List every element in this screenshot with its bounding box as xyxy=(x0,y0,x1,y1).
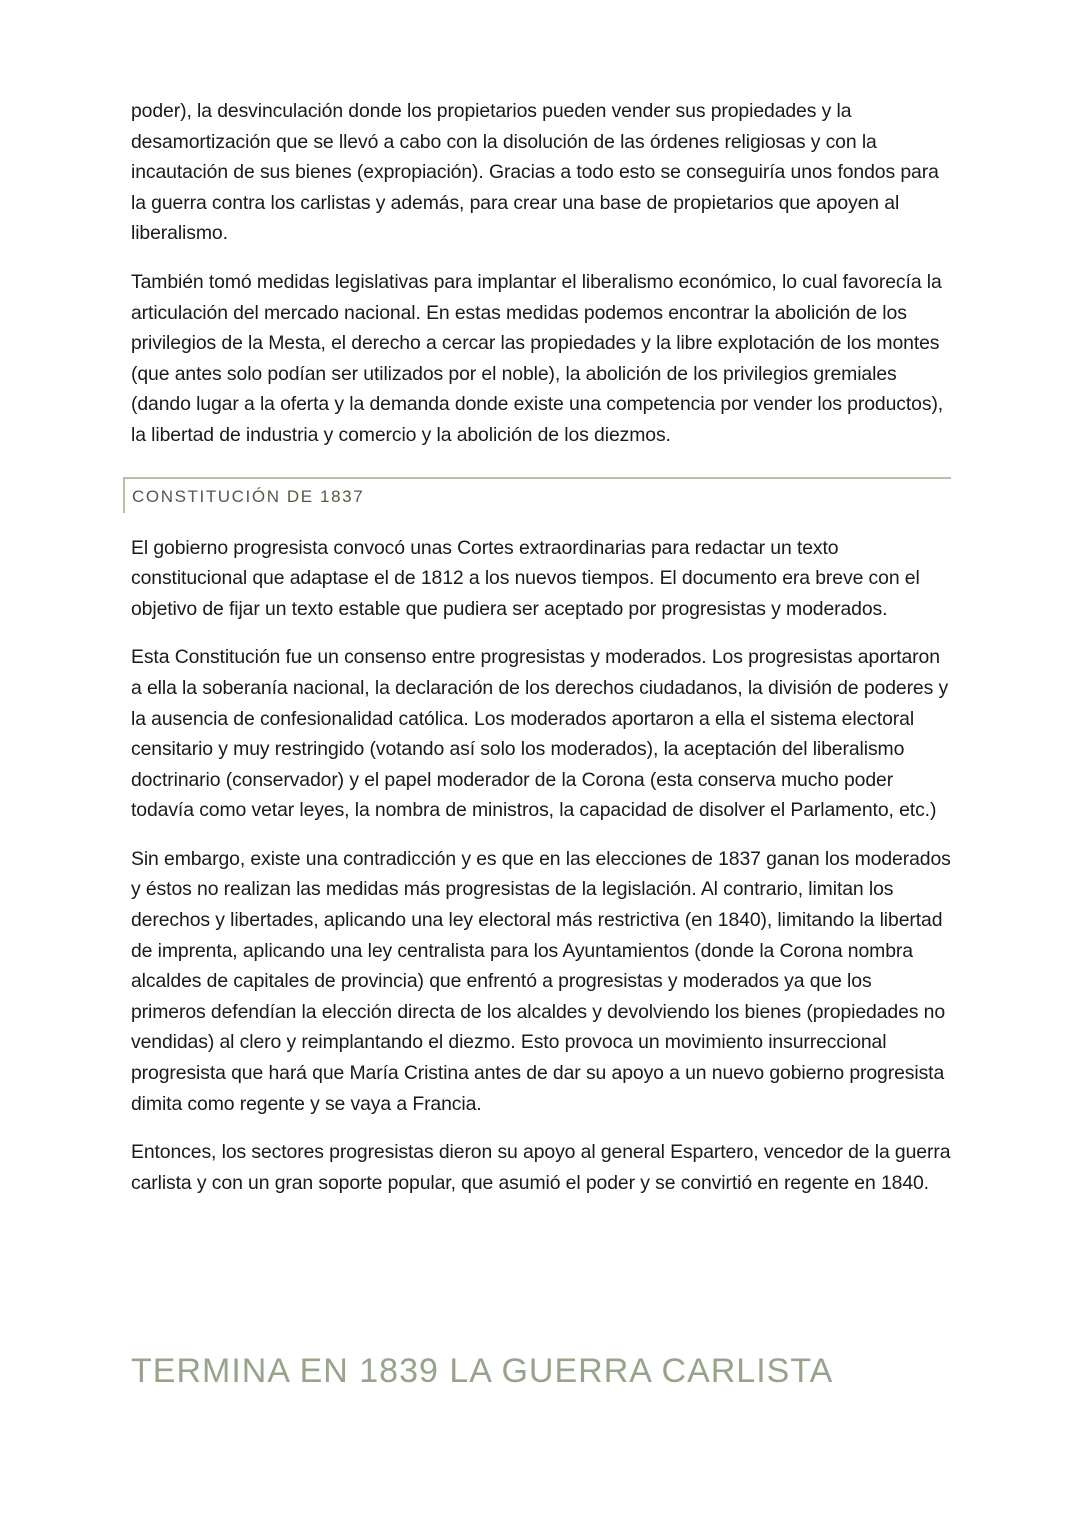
paragraph-contradiccion: Sin embargo, existe una contradicción y es que en las elecciones de 1837 ganan los moderados y éstos no realizan las medidas más progresistas de la legislación. Al contrario, limitan los derechos y libertades, aplicando una ley electoral más restrictiva (en 1840), limitando la libertad de imprenta, aplicando una ley centralista para los Ayuntamientos (donde la Corona nombra alcaldes de capitales de provincia) que enfrentó a progresistas y moderados ya que los primeros defendían la elección directa de los alcaldes y devolviendo los bienes (propiedades no vendidas) al clero y reimplantando el diezmo. Esto provoca un movimiento insurreccional progresista que hará que María Cristina antes de dar su apoyo a un nuevo gobierno progresista dimita como regente y se vaya a Francia. xyxy=(131,847,951,1115)
paragraph-cortes-extraordinarias: El gobierno progresista convocó unas Cortes extraordinarias para redactar un texto constitucional que adaptase el de 1812 a los nuevos tiempos. El documento era breve con el objetivo de fijar un texto estable que pudiera ser aceptado por progresistas y moderados. xyxy=(131,536,920,620)
section-heading-constitucion-1837 xyxy=(123,477,951,513)
paragraph-medidas-legislativas: También tomó medidas legislativas para implantar el liberalismo económico, lo cual favorecía la articulación del mercado nacional. En estas medidas podemos encontrar la abolición de los privilegios de la Mesta, el derecho a cercar las propiedades y la libre explotación de los montes (que antes solo podían ser utilizados por el noble), la abolición de los privilegios gremiales (dando lugar a la oferta y la demanda donde existe una competencia por vender los productos), la libertad de industria y comercio y la abolición de los diezmos. xyxy=(131,270,944,446)
section-heading-text: CONSTITUCIÓN DE 1837 xyxy=(132,486,365,506)
paragraph-consenso: Esta Constitución fue un consenso entre progresistas y moderados. Los progresistas aportaron a ella la soberanía nacional, la declaración de los derechos ciudadanos, la división de poderes y la ausencia de confesionalidad católica. Los moderados aportaron a ella el sistema electoral censitario y muy restringido (votando así solo los moderados), la aceptación del liberalismo doctrinario (conservador) y el papel moderador de la Corona (esta conserva mucho poder todavía como vetar leyes, la nombra de ministros, la capacidad de disolver el Parlamento, etc.) xyxy=(131,646,949,822)
heading-guerra-carlista: TERMINA EN 1839 LA GUERRA CARLISTA xyxy=(131,1352,834,1390)
paragraph-espartero: Entonces, los sectores progresistas dieron su apoyo al general Espartero, vencedor de la guerra carlista y con un gran soporte popular, que asumió el poder y se convirtió en regente en 1840. xyxy=(131,1141,951,1194)
paragraph-desvinculacion: poder), la desvinculación donde los propietarios pueden vender sus propiedades y la desamortización que se llevó a cabo con la disolución de las órdenes religiosas y con la incautación de sus bienes (expropiación). Gracias a todo esto se conseguiría unos fondos para la guerra contra los carlistas y además, para crear una base de propietarios que apoyen al liberalismo. xyxy=(131,100,939,245)
document-page xyxy=(131,96,951,1216)
